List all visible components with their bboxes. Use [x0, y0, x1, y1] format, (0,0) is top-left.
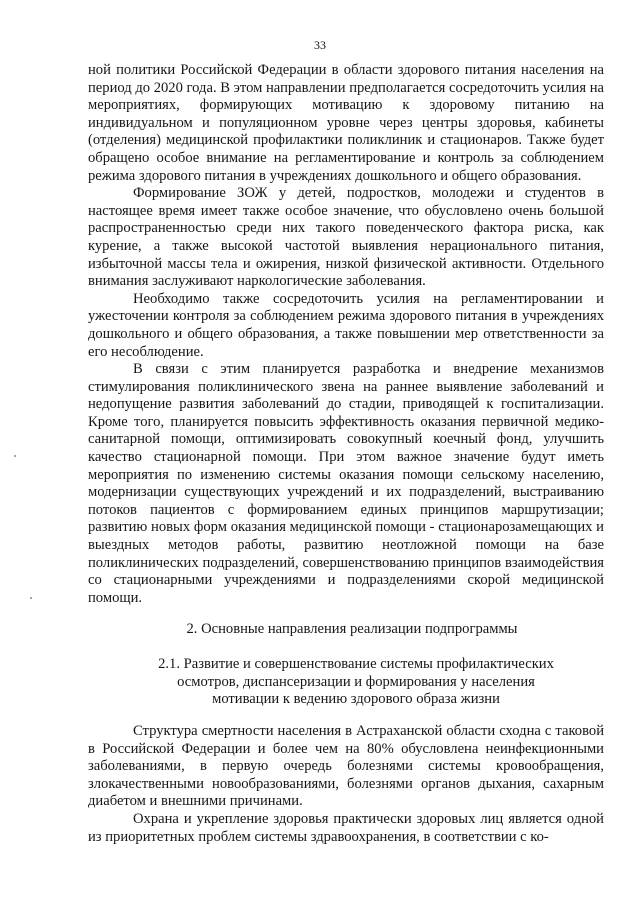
body-text-top: [88, 62, 604, 607]
paragraph: Формирование ЗОЖ у детей, подростков, молодежи и студентов в настоящее время имеет также особое значение, что обусловлено очень большой распространенностью среди них такого поведенческого фактора риска, как курение, а также высокой частотой выявления нерационального питания, избыточной массы тела и ожирения, низкой физической активности. Отдельного внимания заслуживают наркологические заболевания.: [88, 185, 604, 290]
subsection-heading-line: 2.1. Развитие и совершенствование системы профилактических: [158, 656, 554, 672]
paragraph: Необходимо также сосредоточить усилия на регламентировании и ужесточении контроля за соблюдением режима здорового питания в учреждениях дошкольного и общего образования, а также повышении мер ответственности за его несоблюдение.: [88, 290, 604, 360]
body-text-bottom: [88, 723, 604, 846]
scan-speck: [30, 597, 32, 599]
scan-speck: [14, 455, 16, 457]
page-number: 33: [314, 38, 326, 52]
paragraph: ной политики Российской Федерации в области здорового питания населения на период до 2020 года. В этом направлении предполагается сосредоточить усилия на мероприятиях, формирующих мотивацию к здоровому питанию на индивидуальном и популяционном уровне через центры здоровья, кабинеты (отделения) медицинской профилактики поликлиник и стационаров. Также будет обращено особое внимание на регламентирование и контроль за соблюдением режима здорового питания в учреждениях дошкольного и общего образования.: [88, 62, 605, 184]
subsection-heading-line: мотивации к ведению здорового образа жизни: [212, 691, 500, 708]
subsection-heading-line: осмотров, диспансеризации и формирования у населения: [177, 673, 535, 690]
paragraph: Структура смертности населения в Астраханской области сходна с таковой в Российской Федерации и более чем на 80% обусловлена неинфекционными заболеваниями, в первую очередь болезнями системы кровообращения, злокачественными новообразованиями, болезнями органов дыхания, сахарным диабетом и внешними причинами.: [88, 723, 604, 810]
section-heading: 2. Основные направления реализации подпрограммы: [186, 621, 518, 637]
paragraph: Охрана и укрепление здоровья практически здоровых лиц является одной из приоритетных проблем системы здравоохранения, в соответствии с ко-: [88, 810, 604, 845]
subsection-heading: [88, 656, 604, 709]
paragraph: В связи с этим планируется разработка и внедрение механизмов стимулирования поликлинического звена на раннее выявление заболеваний и недопущение развития заболеваний до стадии, приводящей к госпитализации. Кроме того, планируется повысить эффективность оказания первичной медико-санитарной помощи, оптимизировать совокупный коечный фонд, улучшить качество стационарной помощи. При этом важное значение будут иметь мероприятия по изменению системы оказания помощи сельскому населению, модернизации существующих учреждений и их подразделений, выстраиванию потоков пациентов с формированием единых принципов маршрутизации; развитию новых форм оказания медицинской помощи - стационарозамещающих и выездных методов работы, развитию неотложной помощи на базе поликлинических подразделений, совершенствованию принципов взаимодействия со стационарными учреждениями и подразделениями скорой медицинской помощи.: [88, 361, 604, 606]
